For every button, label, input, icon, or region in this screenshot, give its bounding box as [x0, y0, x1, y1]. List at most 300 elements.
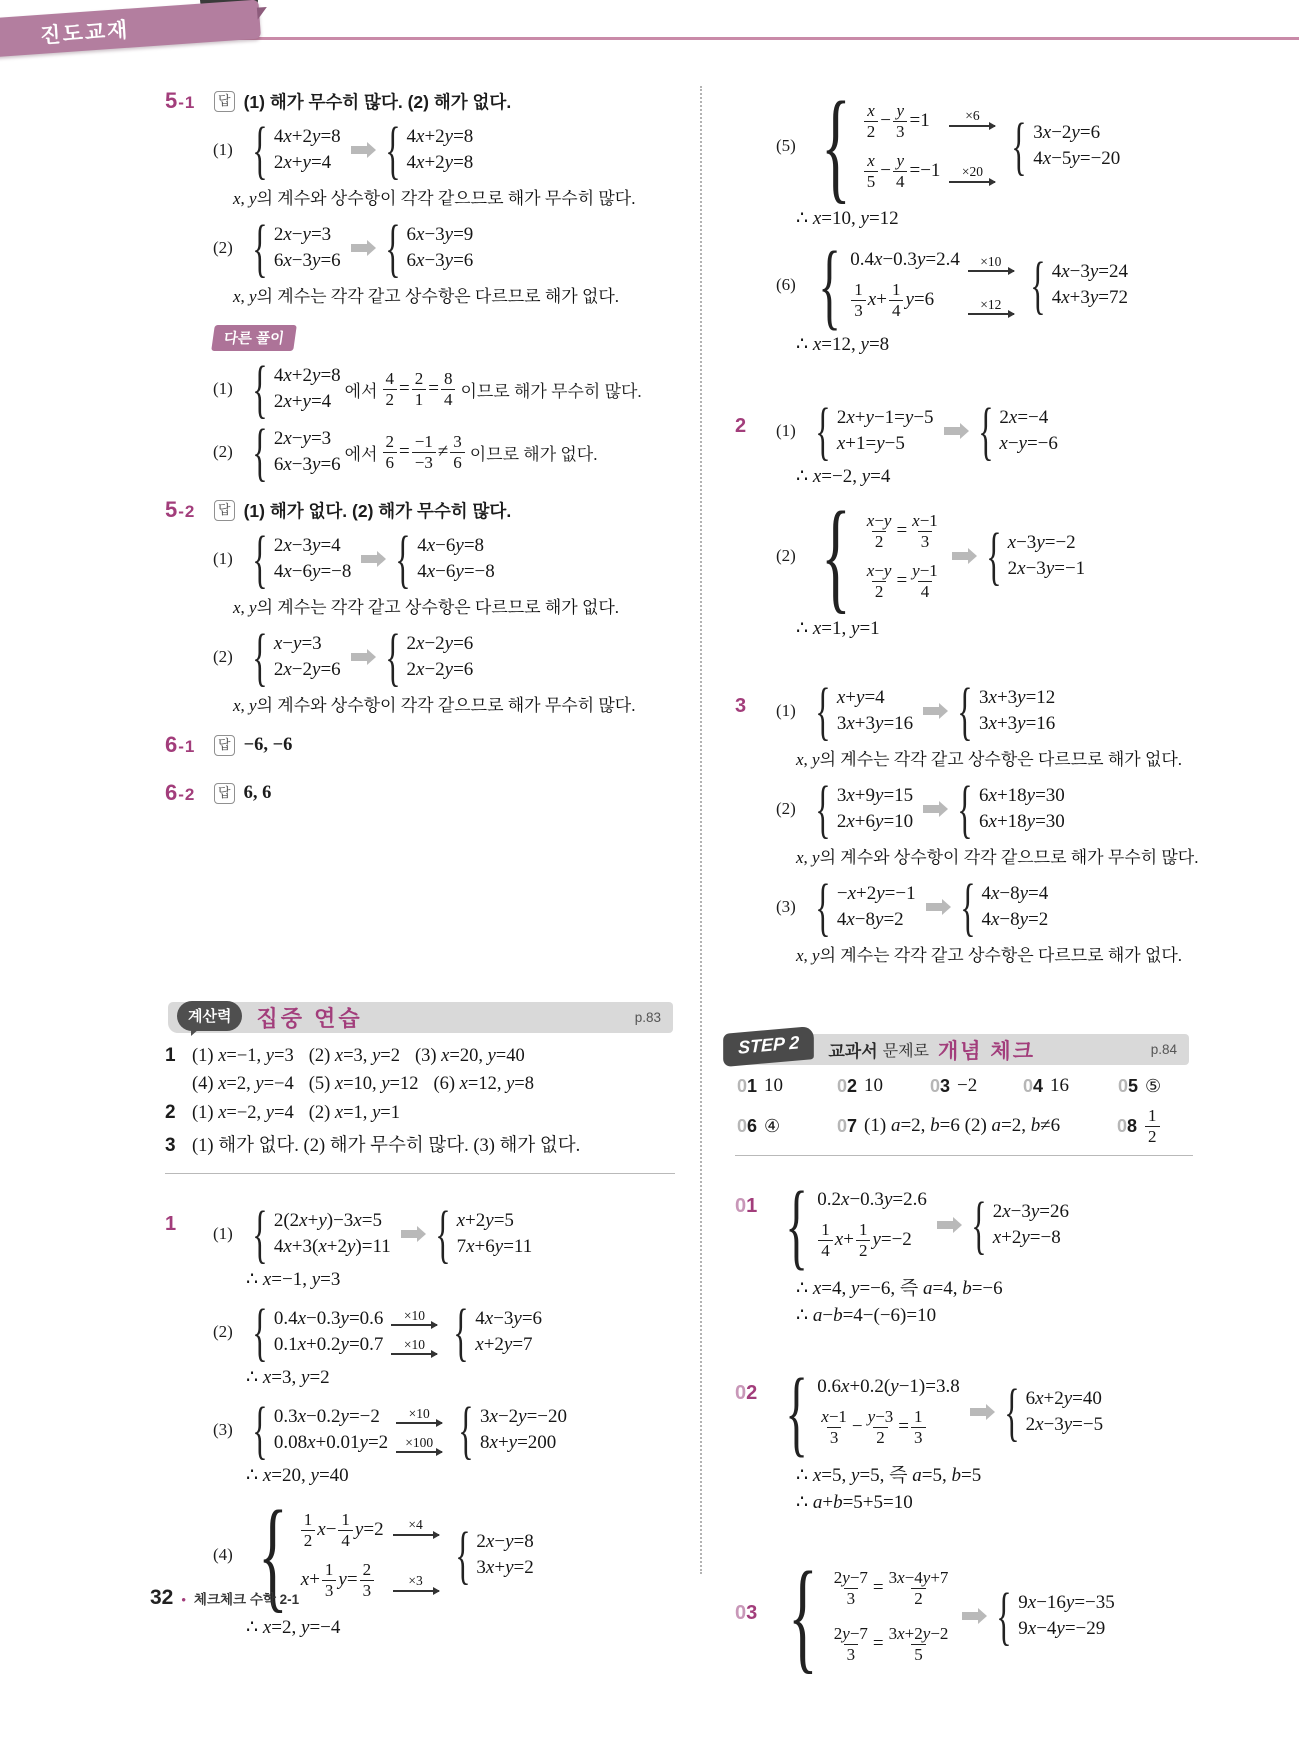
- equation: [863, 146, 942, 196]
- arrow-shaft-icon: [968, 313, 1014, 315]
- equation-system: [246, 1401, 388, 1459]
- page-reference: p.84: [1150, 1042, 1177, 1057]
- equation: 4x−3y=6: [475, 1308, 543, 1329]
- equation: 4x−6y=−8: [417, 561, 495, 582]
- item-label: (3): [776, 897, 796, 916]
- equation: 4x+2y=8: [273, 126, 341, 147]
- equation: [863, 506, 942, 556]
- math-text: y=2: [354, 1519, 384, 1540]
- fraction: [864, 151, 879, 191]
- block-arrow-icon: [926, 903, 942, 911]
- fraction-numerator: 3x−4y+7: [888, 1568, 949, 1588]
- problem-header: [165, 88, 675, 114]
- header-ribbon: [0, 0, 261, 57]
- math-text: x+: [867, 289, 887, 310]
- solution-body: [213, 1200, 675, 1651]
- answer-row: [737, 1075, 1193, 1097]
- multiplier-label: ×4: [408, 1517, 423, 1533]
- equation-system: [246, 423, 341, 481]
- math-text: −: [880, 160, 891, 181]
- ribbon-label: 진도교재: [39, 18, 131, 48]
- equation: 2x+6y=10: [836, 811, 914, 832]
- brace-icon: [1012, 114, 1027, 179]
- fraction-denominator: 4: [889, 300, 904, 321]
- multiply-arrow: [396, 1436, 442, 1453]
- answer-number: 03: [930, 1075, 951, 1096]
- fraction-numerator: 1: [1148, 1106, 1157, 1125]
- brace-icon: [997, 1584, 1012, 1649]
- conclusion: ∴ x=5, y=5, 즉 a=5, b=5: [796, 1465, 982, 1487]
- header-rule: [210, 37, 1299, 40]
- math-text: −: [851, 1416, 863, 1438]
- equation: −x+2y=−1: [836, 883, 916, 904]
- system-row: [213, 1205, 675, 1263]
- column-divider: [700, 86, 702, 1574]
- fraction: [1145, 1106, 1160, 1146]
- equation-system: [972, 402, 1058, 460]
- equation: [300, 1505, 385, 1555]
- fraction: [909, 561, 941, 601]
- equation-system: [998, 1383, 1103, 1441]
- equation-system: [951, 682, 1055, 740]
- brace-icon: [1004, 1380, 1019, 1445]
- problem-header: [165, 732, 675, 758]
- conclusion: ∴ x=3, y=2: [246, 1367, 330, 1388]
- solution-number: 03: [735, 1602, 758, 1625]
- math-text: y=−2: [872, 1229, 912, 1251]
- brace-icon: [815, 777, 830, 842]
- fraction-numerator: x−y: [866, 560, 892, 580]
- fraction: [360, 1560, 375, 1600]
- calc-solution-1-cont: [735, 85, 1193, 368]
- equation: [817, 1402, 959, 1452]
- equation: [850, 275, 960, 325]
- arrow-shaft-icon: [396, 1451, 442, 1453]
- conclusion: ∴ x=12, y=8: [796, 334, 890, 355]
- answer-number: 08: [1117, 1115, 1138, 1136]
- brace-icon: [252, 1398, 267, 1463]
- system-row: [213, 628, 675, 686]
- equation: 6x−3y=6: [273, 454, 341, 475]
- block-arrow-icon: [361, 555, 377, 563]
- answer-value: −6, −6: [243, 734, 293, 755]
- korean-text: 에서: [344, 381, 378, 401]
- equation: 2x−3y=26: [992, 1201, 1069, 1223]
- equation-system: [965, 1196, 1069, 1254]
- equation-system: [954, 878, 1049, 936]
- equation: 6x−3y=6: [273, 250, 341, 271]
- solution-number: 1: [165, 1213, 177, 1235]
- answer-line: [165, 1045, 675, 1067]
- math-text: y=: [338, 1569, 358, 1590]
- item-label: (3): [213, 1420, 233, 1439]
- equation-system: [449, 1526, 534, 1584]
- multiplier-label: ×10: [403, 1307, 425, 1323]
- item-label: (2): [213, 238, 233, 257]
- equation: 3x+3y=16: [836, 713, 914, 734]
- brace-icon: [960, 875, 975, 940]
- equation-system: [809, 402, 934, 460]
- block-arrow-icon: [351, 146, 367, 154]
- equation-system: [246, 1303, 383, 1361]
- fraction: [856, 1220, 871, 1260]
- calc-solution-1: [165, 1200, 675, 1651]
- answer-line: [165, 1102, 675, 1124]
- equation: [817, 1215, 927, 1265]
- conclusion: ∴ a−b=4−(−6)=10: [796, 1305, 937, 1327]
- equation-system: [246, 530, 351, 588]
- fraction-denominator: 3: [844, 1644, 859, 1665]
- equation-system: [990, 1587, 1114, 1645]
- system-row: [213, 1303, 675, 1361]
- equation: x+2y=5: [456, 1210, 514, 1231]
- step2-ribbon-badge: STEP 2: [723, 1026, 814, 1067]
- answer-cell: [737, 1116, 837, 1137]
- equation-system: [379, 628, 474, 686]
- answer-item: (1) x=−2, y=4: [192, 1103, 294, 1123]
- answer-cell: [737, 1075, 837, 1097]
- fraction-numerator: x−y: [866, 510, 892, 530]
- block-arrow-icon: [944, 427, 960, 435]
- answer-line: [165, 1131, 675, 1157]
- system-row: [776, 242, 1193, 328]
- answer-badge: 답: [214, 735, 235, 756]
- multiplier-arrows: [396, 1401, 442, 1459]
- equation: 7x+6y=11: [456, 1236, 533, 1257]
- equation-system: [809, 90, 941, 202]
- equation: 4x+2y=8: [273, 365, 341, 386]
- right-column: [735, 85, 1199, 1677]
- equation: 3x+3y=12: [979, 687, 1056, 708]
- fraction-denominator: 2: [911, 1588, 926, 1609]
- separator-line: [165, 1173, 675, 1174]
- equation: 2x+y=4: [273, 152, 332, 173]
- equation: [863, 96, 942, 146]
- item-label: (2): [213, 442, 233, 461]
- fraction-denominator: 3: [851, 300, 866, 321]
- brace-icon: [818, 237, 841, 333]
- fraction-numerator: y−3: [867, 1407, 894, 1427]
- equation-system: [447, 1303, 542, 1361]
- fraction: [909, 511, 941, 551]
- equation: 0.4x−0.3y=2.4: [850, 249, 960, 270]
- brace-icon: [821, 493, 851, 618]
- block-arrow-icon: [401, 1230, 417, 1238]
- fraction-numerator: 1: [324, 1559, 334, 1579]
- brace-icon: [435, 1202, 450, 1267]
- equation: 2x−2y=6: [406, 659, 474, 680]
- equation-system: [429, 1205, 532, 1263]
- step2-section: [735, 1034, 1193, 1156]
- answer-value: 16: [1050, 1075, 1070, 1096]
- equation: 6x−3y=9: [406, 224, 474, 245]
- fraction-numerator: x: [867, 150, 875, 170]
- equation: 9x−16y=−35: [1018, 1592, 1115, 1614]
- equation: 3x+3y=16: [979, 713, 1056, 734]
- solution-items: [213, 530, 675, 716]
- alt-solution-items: [213, 360, 675, 481]
- equation: 3x−2y=6: [1033, 122, 1101, 143]
- calc-solution-3: [735, 682, 1199, 976]
- multiplier-arrows: [393, 1499, 439, 1611]
- math-text: =−1: [909, 160, 941, 181]
- brace-icon: [957, 777, 972, 842]
- fraction-denominator: 4: [338, 1530, 353, 1551]
- brace-icon: [458, 1398, 473, 1463]
- answer-item: (2) x=1, y=1: [308, 1103, 400, 1123]
- equation: [830, 1560, 953, 1616]
- equation: [863, 556, 942, 606]
- arrow-shaft-icon: [393, 1590, 439, 1592]
- multiply-arrow: [396, 1407, 442, 1424]
- equation: 2x=−4: [999, 407, 1049, 428]
- system-row: [213, 121, 675, 179]
- item-label: (1): [776, 421, 796, 440]
- answer-value: 6, 6: [243, 782, 272, 803]
- problem-number: 6-2: [165, 780, 196, 805]
- equation-system: [389, 530, 494, 588]
- item-label: (2): [776, 799, 796, 818]
- fraction-numerator: x: [867, 100, 875, 120]
- equation-system: [452, 1401, 567, 1459]
- equation: 4x−8y=2: [981, 909, 1049, 930]
- equation: [300, 1555, 385, 1605]
- solution-body: [776, 1369, 1193, 1526]
- multiplier-arrows: [949, 90, 995, 202]
- multiply-arrow: [393, 1574, 439, 1591]
- item-label: (2): [776, 546, 796, 565]
- answer-badge: 답: [214, 783, 235, 804]
- answer-cell: [930, 1075, 1023, 1097]
- page-reference: p.83: [634, 1010, 661, 1025]
- brace-icon: [785, 1364, 808, 1460]
- answer-item: (4) x=2, y=−4: [192, 1074, 294, 1094]
- brace-icon: [957, 679, 972, 744]
- conclusion: ∴ x=2, y=−4: [246, 1617, 341, 1638]
- fraction-numerator: y: [896, 150, 904, 170]
- answer-number: 2: [165, 1102, 176, 1123]
- block-arrow-icon: [351, 244, 367, 252]
- system-row: [776, 402, 1193, 460]
- arrow-shaft-icon: [391, 1353, 437, 1355]
- answer-value: (1) a=2, b=6 (2) a=2, b≠6: [864, 1115, 1061, 1137]
- multiply-arrow: [391, 1309, 437, 1326]
- fraction-numerator: 2y−7: [833, 1568, 868, 1588]
- step2-solution-02: [735, 1369, 1193, 1526]
- item-label: (1): [213, 1224, 233, 1243]
- fraction-numerator: x−1: [821, 1407, 847, 1427]
- conclusion: ∴ x=4, y=−6, 즉 a=4, b=−6: [796, 1278, 1003, 1300]
- problem-header: [165, 497, 675, 523]
- answer-value: 10: [764, 1075, 784, 1096]
- problem-number: 5-2: [165, 497, 196, 522]
- step2-section-header: [727, 1034, 1189, 1065]
- equation-system: [809, 242, 960, 328]
- math-text: x+: [300, 1569, 320, 1590]
- alt-row: [213, 360, 675, 418]
- fraction-denominator: 4: [441, 389, 456, 410]
- brace-icon: [971, 1193, 986, 1258]
- equation: 2x−2y=6: [406, 633, 474, 654]
- brace-icon: [385, 216, 400, 281]
- korean-text: 에서: [344, 444, 378, 464]
- problem-6-2: [165, 780, 675, 806]
- answer-value: ④: [764, 1115, 781, 1137]
- fraction-denominator: 2: [1145, 1126, 1160, 1147]
- fraction-numerator: y−1: [912, 560, 938, 580]
- multiply-arrow: [393, 1518, 439, 1535]
- answer-number: 02: [837, 1075, 858, 1096]
- fraction-denominator: 3: [893, 121, 908, 142]
- system-row: [776, 90, 1193, 202]
- system-row: [776, 1182, 1193, 1268]
- equation-system: [776, 1560, 952, 1672]
- equation: 2x−3y=−1: [1007, 558, 1086, 579]
- multiplier-label: ×10: [980, 253, 1002, 269]
- equation: 0.4x−0.3y=0.6: [273, 1308, 384, 1329]
- equation-system: [1024, 256, 1128, 314]
- item-label: (1): [776, 701, 796, 720]
- fraction-numerator: −1: [414, 431, 433, 451]
- equation: 2x+y−1=y−5: [836, 407, 934, 428]
- block-arrow-icon: [351, 653, 367, 661]
- multiplier-label: ×100: [405, 1434, 434, 1450]
- equation: 2x−2y=6: [273, 659, 341, 680]
- equation: 4x−8y=2: [836, 909, 904, 930]
- equation: 3x+9y=15: [836, 785, 914, 806]
- brace-icon: [821, 83, 851, 208]
- answer-number: 01: [737, 1075, 758, 1096]
- multiply-arrow: [968, 298, 1014, 315]
- fraction-numerator: 2y−7: [833, 1624, 868, 1644]
- solution-number: 3: [735, 695, 747, 717]
- calc-bubble-badge: 계산력: [177, 1001, 242, 1031]
- fraction: [301, 1510, 316, 1550]
- item-label: (5): [776, 136, 796, 155]
- problem-5-1: [165, 88, 675, 481]
- equation: 0.08x+0.01y=2: [273, 1432, 389, 1453]
- multiplier-label: ×12: [980, 296, 1002, 312]
- arrow-shaft-icon: [949, 125, 995, 127]
- equation: 2x−y=8: [476, 1531, 534, 1552]
- brace-icon: [252, 625, 267, 690]
- equation-system: [246, 1205, 391, 1263]
- brace-icon: [1030, 253, 1045, 318]
- problem-6-1: [165, 732, 675, 758]
- fraction-numerator: 1: [854, 279, 863, 299]
- multiply-arrow: [968, 255, 1014, 272]
- system-row: [213, 219, 675, 277]
- brace-icon: [454, 1300, 469, 1365]
- fraction-denominator: 4: [893, 171, 908, 192]
- item-label: (1): [213, 379, 233, 398]
- block-arrow-icon: [937, 1221, 953, 1229]
- math-text: =: [898, 1416, 909, 1438]
- fraction: [412, 369, 427, 409]
- fraction-numerator: 4: [385, 368, 395, 388]
- fraction-denominator: 3: [911, 1427, 926, 1448]
- multiply-arrow: [949, 165, 995, 182]
- korean-note: x, y의 계수와 상수항이 각각 같으므로 해가 무수히 많다.: [233, 696, 636, 715]
- equation: 0.3x−0.2y=−2: [273, 1406, 380, 1427]
- problem-5-2: [165, 497, 675, 716]
- page-footer: [150, 1586, 299, 1610]
- brace-icon: [815, 399, 830, 464]
- problem-header: [165, 780, 675, 806]
- answer-cell: [837, 1115, 1117, 1137]
- item-label: (6): [776, 275, 796, 294]
- equation: 4x+2y=8: [406, 126, 474, 147]
- block-arrow-icon: [970, 1408, 986, 1416]
- equation-system: [379, 219, 474, 277]
- answer-number: 04: [1023, 1075, 1044, 1096]
- fraction: [383, 369, 398, 409]
- equation-system: [809, 878, 916, 936]
- brace-icon: [455, 1523, 470, 1588]
- fraction-denominator: 5: [911, 1644, 926, 1665]
- system-row: [776, 1369, 1193, 1455]
- equation: x+2y=7: [475, 1334, 533, 1355]
- item-label: (1): [213, 140, 233, 159]
- item-label: (2): [213, 1322, 233, 1341]
- equation: 0.1x+0.2y=0.7: [273, 1334, 384, 1355]
- korean-text: 이므로 해가 없다.: [469, 444, 598, 464]
- fraction: [893, 151, 908, 191]
- solution-body: [776, 402, 1193, 652]
- brace-icon: [252, 1300, 267, 1365]
- answer-badge: 답: [214, 500, 235, 521]
- fraction: [886, 1568, 952, 1608]
- answer-item: (6) x=12, y=8: [433, 1074, 534, 1094]
- fraction-denominator: 1: [412, 389, 427, 410]
- fraction: [851, 280, 866, 320]
- fraction: [864, 511, 895, 551]
- block-arrow-icon: [962, 1612, 978, 1620]
- math-text: −: [880, 110, 891, 131]
- fraction: [865, 1407, 897, 1447]
- step2-solution-03: [735, 1560, 1193, 1677]
- equation-system: [951, 780, 1065, 838]
- fraction-numerator: 3x+2y−2: [888, 1624, 949, 1644]
- solution-body: [776, 85, 1193, 368]
- multiplier-label: ×3: [408, 1573, 423, 1589]
- fraction-denominator: 3: [322, 1580, 337, 1601]
- answer-number: 07: [837, 1115, 858, 1136]
- equation-system: [809, 682, 913, 740]
- operator: =: [399, 441, 410, 462]
- multiply-arrow: [949, 109, 995, 126]
- equation: x−y=−6: [999, 433, 1058, 454]
- operator: ≠: [437, 441, 449, 462]
- equation: 0.6x+0.2(y−1)=3.8: [817, 1376, 960, 1398]
- fraction-numerator: 2: [385, 431, 395, 451]
- fraction: [450, 432, 465, 472]
- calc-practice-section: [165, 1002, 675, 1174]
- system-row: [776, 780, 1193, 838]
- equation-system: [246, 121, 341, 179]
- fraction-denominator: −3: [412, 452, 436, 473]
- fraction-numerator: 3: [453, 431, 462, 451]
- equation: x−y=3: [273, 633, 322, 654]
- equation-system: [246, 219, 341, 277]
- equation-system: [246, 628, 341, 686]
- fraction-numerator: 1: [858, 1220, 868, 1240]
- fraction: [831, 1624, 871, 1664]
- fraction-numerator: x−1: [912, 510, 938, 530]
- fraction-denominator: 2: [872, 531, 887, 552]
- fraction-denominator: 2: [872, 581, 887, 602]
- multiply-arrow: [391, 1338, 437, 1355]
